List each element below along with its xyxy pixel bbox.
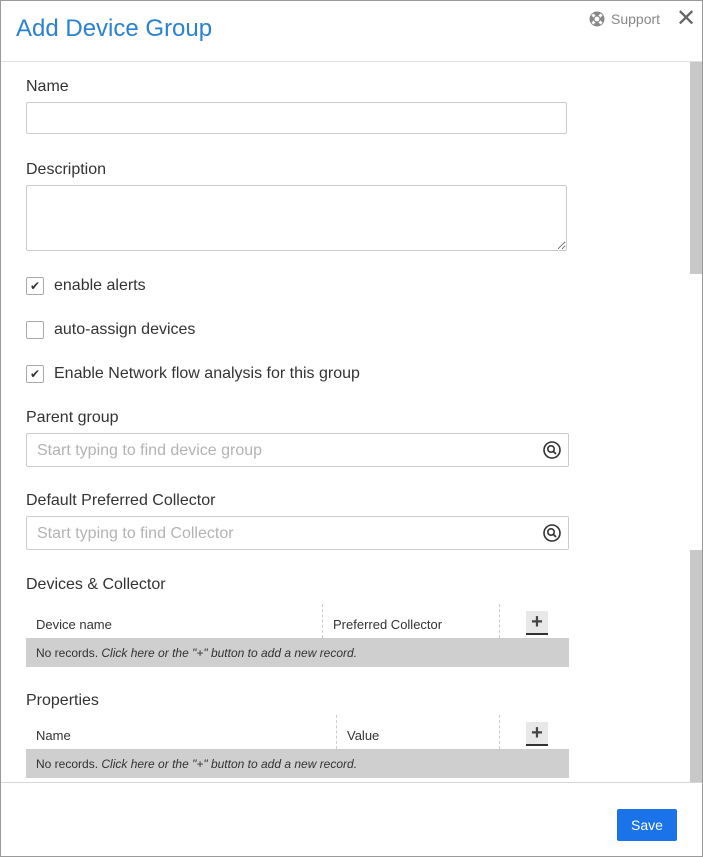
device-name-column: Device name xyxy=(36,617,112,632)
scrollbar[interactable] xyxy=(690,62,702,782)
search-icon[interactable] xyxy=(543,441,561,459)
enable-alerts-checkbox[interactable]: ✔ xyxy=(26,277,44,295)
name-input[interactable] xyxy=(26,102,567,134)
scrollbar-thumb[interactable] xyxy=(690,62,702,274)
collector-input[interactable] xyxy=(26,516,569,550)
dialog-footer xyxy=(1,782,702,857)
properties-section-title: Properties xyxy=(26,692,99,709)
property-value-column: Value xyxy=(347,728,380,743)
parent-group-input[interactable] xyxy=(26,433,569,467)
name-label: Name xyxy=(26,78,69,95)
search-icon[interactable] xyxy=(543,524,561,542)
lifebuoy-icon xyxy=(589,11,605,27)
properties-table xyxy=(26,715,569,778)
save-button[interactable]: Save xyxy=(617,809,677,841)
empty-hint: Click here or the "+" button to add a new record. xyxy=(101,646,358,660)
properties-empty-row[interactable] xyxy=(26,750,569,778)
support-label: Support xyxy=(611,11,661,27)
description-label: Description xyxy=(26,161,107,178)
parent-group-placeholder: Start typing to find device group xyxy=(37,442,263,459)
auto-assign-row[interactable] xyxy=(26,321,195,339)
network-flow-label: Enable Network flow analysis for this group xyxy=(54,365,360,382)
network-flow-checkbox[interactable]: ✔ xyxy=(26,365,44,383)
enable-alerts-label: enable alerts xyxy=(54,277,146,294)
scrollbar-track-lower[interactable] xyxy=(690,550,702,782)
add-device-button[interactable]: + xyxy=(526,611,548,635)
network-flow-row[interactable] xyxy=(26,365,360,383)
collector-placeholder: Start typing to find Collector xyxy=(37,525,234,542)
empty-text: No records. xyxy=(36,646,99,660)
dialog-body[interactable] xyxy=(1,62,702,782)
column-divider xyxy=(499,604,500,638)
parent-group-label: Parent group xyxy=(26,409,119,426)
enable-alerts-row[interactable] xyxy=(26,277,146,295)
devices-section-title: Devices & Collector xyxy=(26,576,166,593)
add-property-button[interactable]: + xyxy=(526,722,548,746)
column-divider xyxy=(322,604,323,638)
support-link[interactable] xyxy=(589,11,660,27)
auto-assign-checkbox[interactable] xyxy=(26,321,44,339)
dialog-title: Add Device Group xyxy=(16,15,213,42)
devices-table xyxy=(26,604,569,667)
dialog-header xyxy=(1,1,702,62)
devices-empty-row[interactable] xyxy=(26,639,569,667)
collector-label: Default Preferred Collector xyxy=(26,492,216,509)
empty-hint: Click here or the "+" button to add a new record. xyxy=(101,757,358,771)
empty-text: No records. xyxy=(36,757,99,771)
devices-table-header xyxy=(26,604,569,639)
property-name-column: Name xyxy=(36,728,71,743)
properties-table-header xyxy=(26,715,569,750)
auto-assign-label: auto-assign devices xyxy=(54,321,196,338)
column-divider xyxy=(336,715,337,749)
close-icon[interactable]: ✕ xyxy=(676,5,697,32)
preferred-collector-column: Preferred Collector xyxy=(333,617,443,632)
description-textarea[interactable] xyxy=(26,185,567,251)
column-divider xyxy=(499,715,500,749)
